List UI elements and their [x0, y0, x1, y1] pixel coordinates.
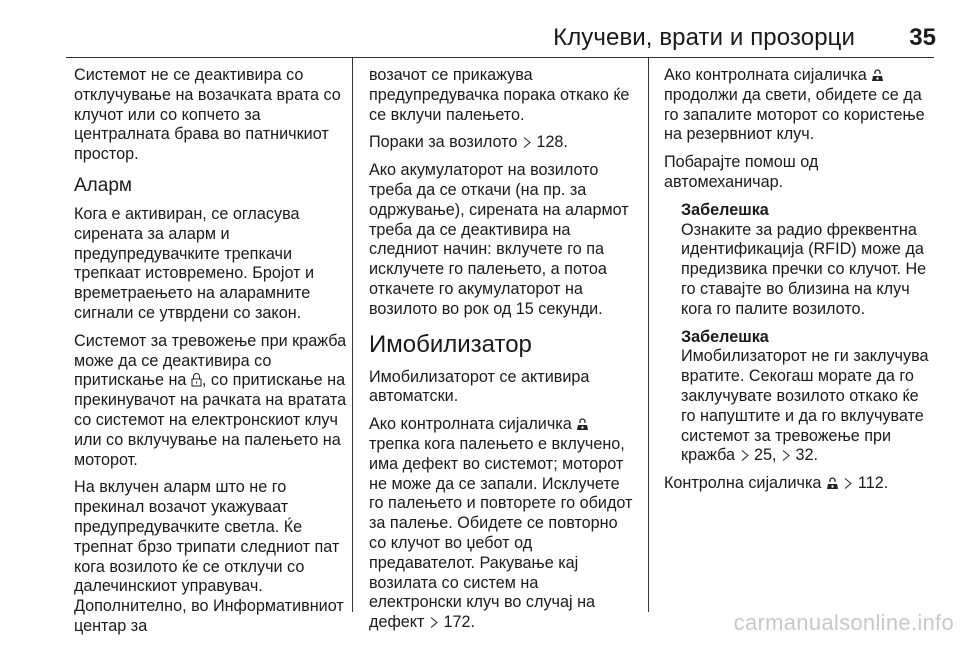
- ref-arrow-icon: [522, 136, 532, 151]
- car-lock-icon: [576, 418, 589, 433]
- text-span: Ако контролната сијаличка: [664, 66, 872, 84]
- text-span: трепка кога палењето е вклучено, има дефект во системот; моторот не може да се запали. Исклучете го палењето и повторете го обидот за палење. Обидете се повторно со клучот во џебот од предавателот. Ракување кај возилата со систем на електронски клуч во случај на дефект: [369, 434, 633, 632]
- ref-arrow-icon: [843, 477, 853, 492]
- ref-arrow-icon: [781, 449, 791, 464]
- paragraph: [74, 332, 356, 471]
- paragraph: [664, 66, 932, 145]
- page-reference[interactable]: 128.: [536, 133, 568, 152]
- page-reference[interactable]: 25,: [754, 446, 782, 465]
- paragraph: [369, 415, 633, 633]
- watermark: carmanualsonline.info: [733, 610, 954, 635]
- lock-icon: [191, 372, 202, 389]
- paragraph: [664, 474, 932, 494]
- page-title: Клучеви, врати и прозорци: [553, 24, 855, 51]
- header-rule: [66, 57, 934, 58]
- column-1: [74, 66, 356, 645]
- section-heading-immobilizer: Имобилизатор: [369, 330, 532, 358]
- ref-arrow-icon: [429, 616, 439, 631]
- text-span: Имобилизаторот не ги заклучува вратите. Секогаш морате да го заклучувате возилото откако ќе го напуштите и да го вклучувате системот за тревожење при кражба: [681, 347, 929, 465]
- note-block: [681, 328, 932, 467]
- note-block: [681, 201, 932, 320]
- paragraph: возачот се прикажува предупредувачка порака откако ќе се вклучи палењето.: [369, 66, 630, 124]
- note-text: Ознаките за радио фреквентна идентификација (RFID) може да предизвика пречки со клучот. Не го ставајте во близина на клуч кога го палите возилото.: [681, 220, 927, 318]
- page-header: [0, 0, 960, 56]
- column-divider-right: [648, 58, 649, 612]
- car-lock-icon: [826, 477, 839, 492]
- note-title: Забелешка: [681, 200, 769, 219]
- paragraph: На вклучен аларм што не го прекинал возачот укажуваат предупредувачките светла. Ќе трепнат брзо трипати следниот пат кога возилото ќе се отклучи со далечинскиот управувач. Дополнително, во Информативниот центар за: [74, 478, 344, 635]
- text-span: Контролна сијаличка: [664, 474, 826, 493]
- paragraph: Имобилизаторот се активира автоматски.: [369, 367, 590, 406]
- text-span: Ако контролната сијаличка: [369, 415, 577, 434]
- paragraph: Системот не се деактивира со отклучување на возачката врата со клучот или со копчето за централната брава во патничкиот простор.: [74, 66, 341, 164]
- text-span: , со притискање на прекинувачот на рачката на вратата со системот на електронскиот клуч или со вклучување на палењето на моторот.: [74, 371, 347, 469]
- column-3: [664, 66, 932, 502]
- page-number: 35: [909, 24, 936, 51]
- paragraph: Побарајте помош од автомеханичар.: [664, 153, 819, 191]
- section-heading-alarm: Аларм: [74, 174, 132, 196]
- ref-arrow-icon: [740, 449, 750, 464]
- text-span: Пораки за возилото: [369, 133, 522, 152]
- page-reference[interactable]: 32.: [795, 446, 819, 465]
- page-reference[interactable]: 112.: [857, 474, 889, 493]
- column-2: [369, 66, 633, 641]
- car-lock-icon: [871, 69, 884, 84]
- page-reference[interactable]: 172.: [443, 613, 475, 632]
- note-title: Забелешка: [681, 327, 769, 346]
- paragraph: Ако акумулаторот на возилото треба да се откачи (на пр. за одржување), сирената на алармот треба да се деактивира на следниот начин: вклучете го па исклучете го палењето, а потоа откачете го акумулаторот на возилото во рок од 15 секунди.: [369, 161, 629, 318]
- paragraph: [369, 133, 633, 153]
- text-span: продолжи да свети, обидете се да го запалите моторот со користење на резервниот клуч.: [664, 85, 925, 144]
- paragraph: Кога е активиран, се огласува сирената за аларм и предупредувачките трепкачи трепкаат истовремено. Бројот и времетраењето на аларамните сигнали се утврдени со закон.: [74, 204, 315, 322]
- text-span: Системот за тревожење при кражба може да се деактивира со притискање на: [74, 331, 347, 390]
- note-text: [681, 347, 932, 466]
